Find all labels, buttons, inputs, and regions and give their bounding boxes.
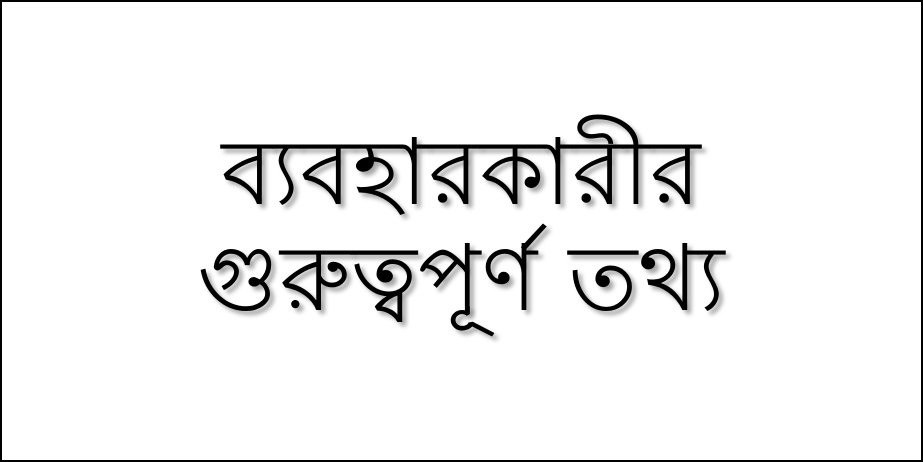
title-line-1: ব্যবহারকারীর xyxy=(221,118,702,226)
title-line-2: গুরুত্বপূর্ণ তথ্য xyxy=(197,225,726,332)
